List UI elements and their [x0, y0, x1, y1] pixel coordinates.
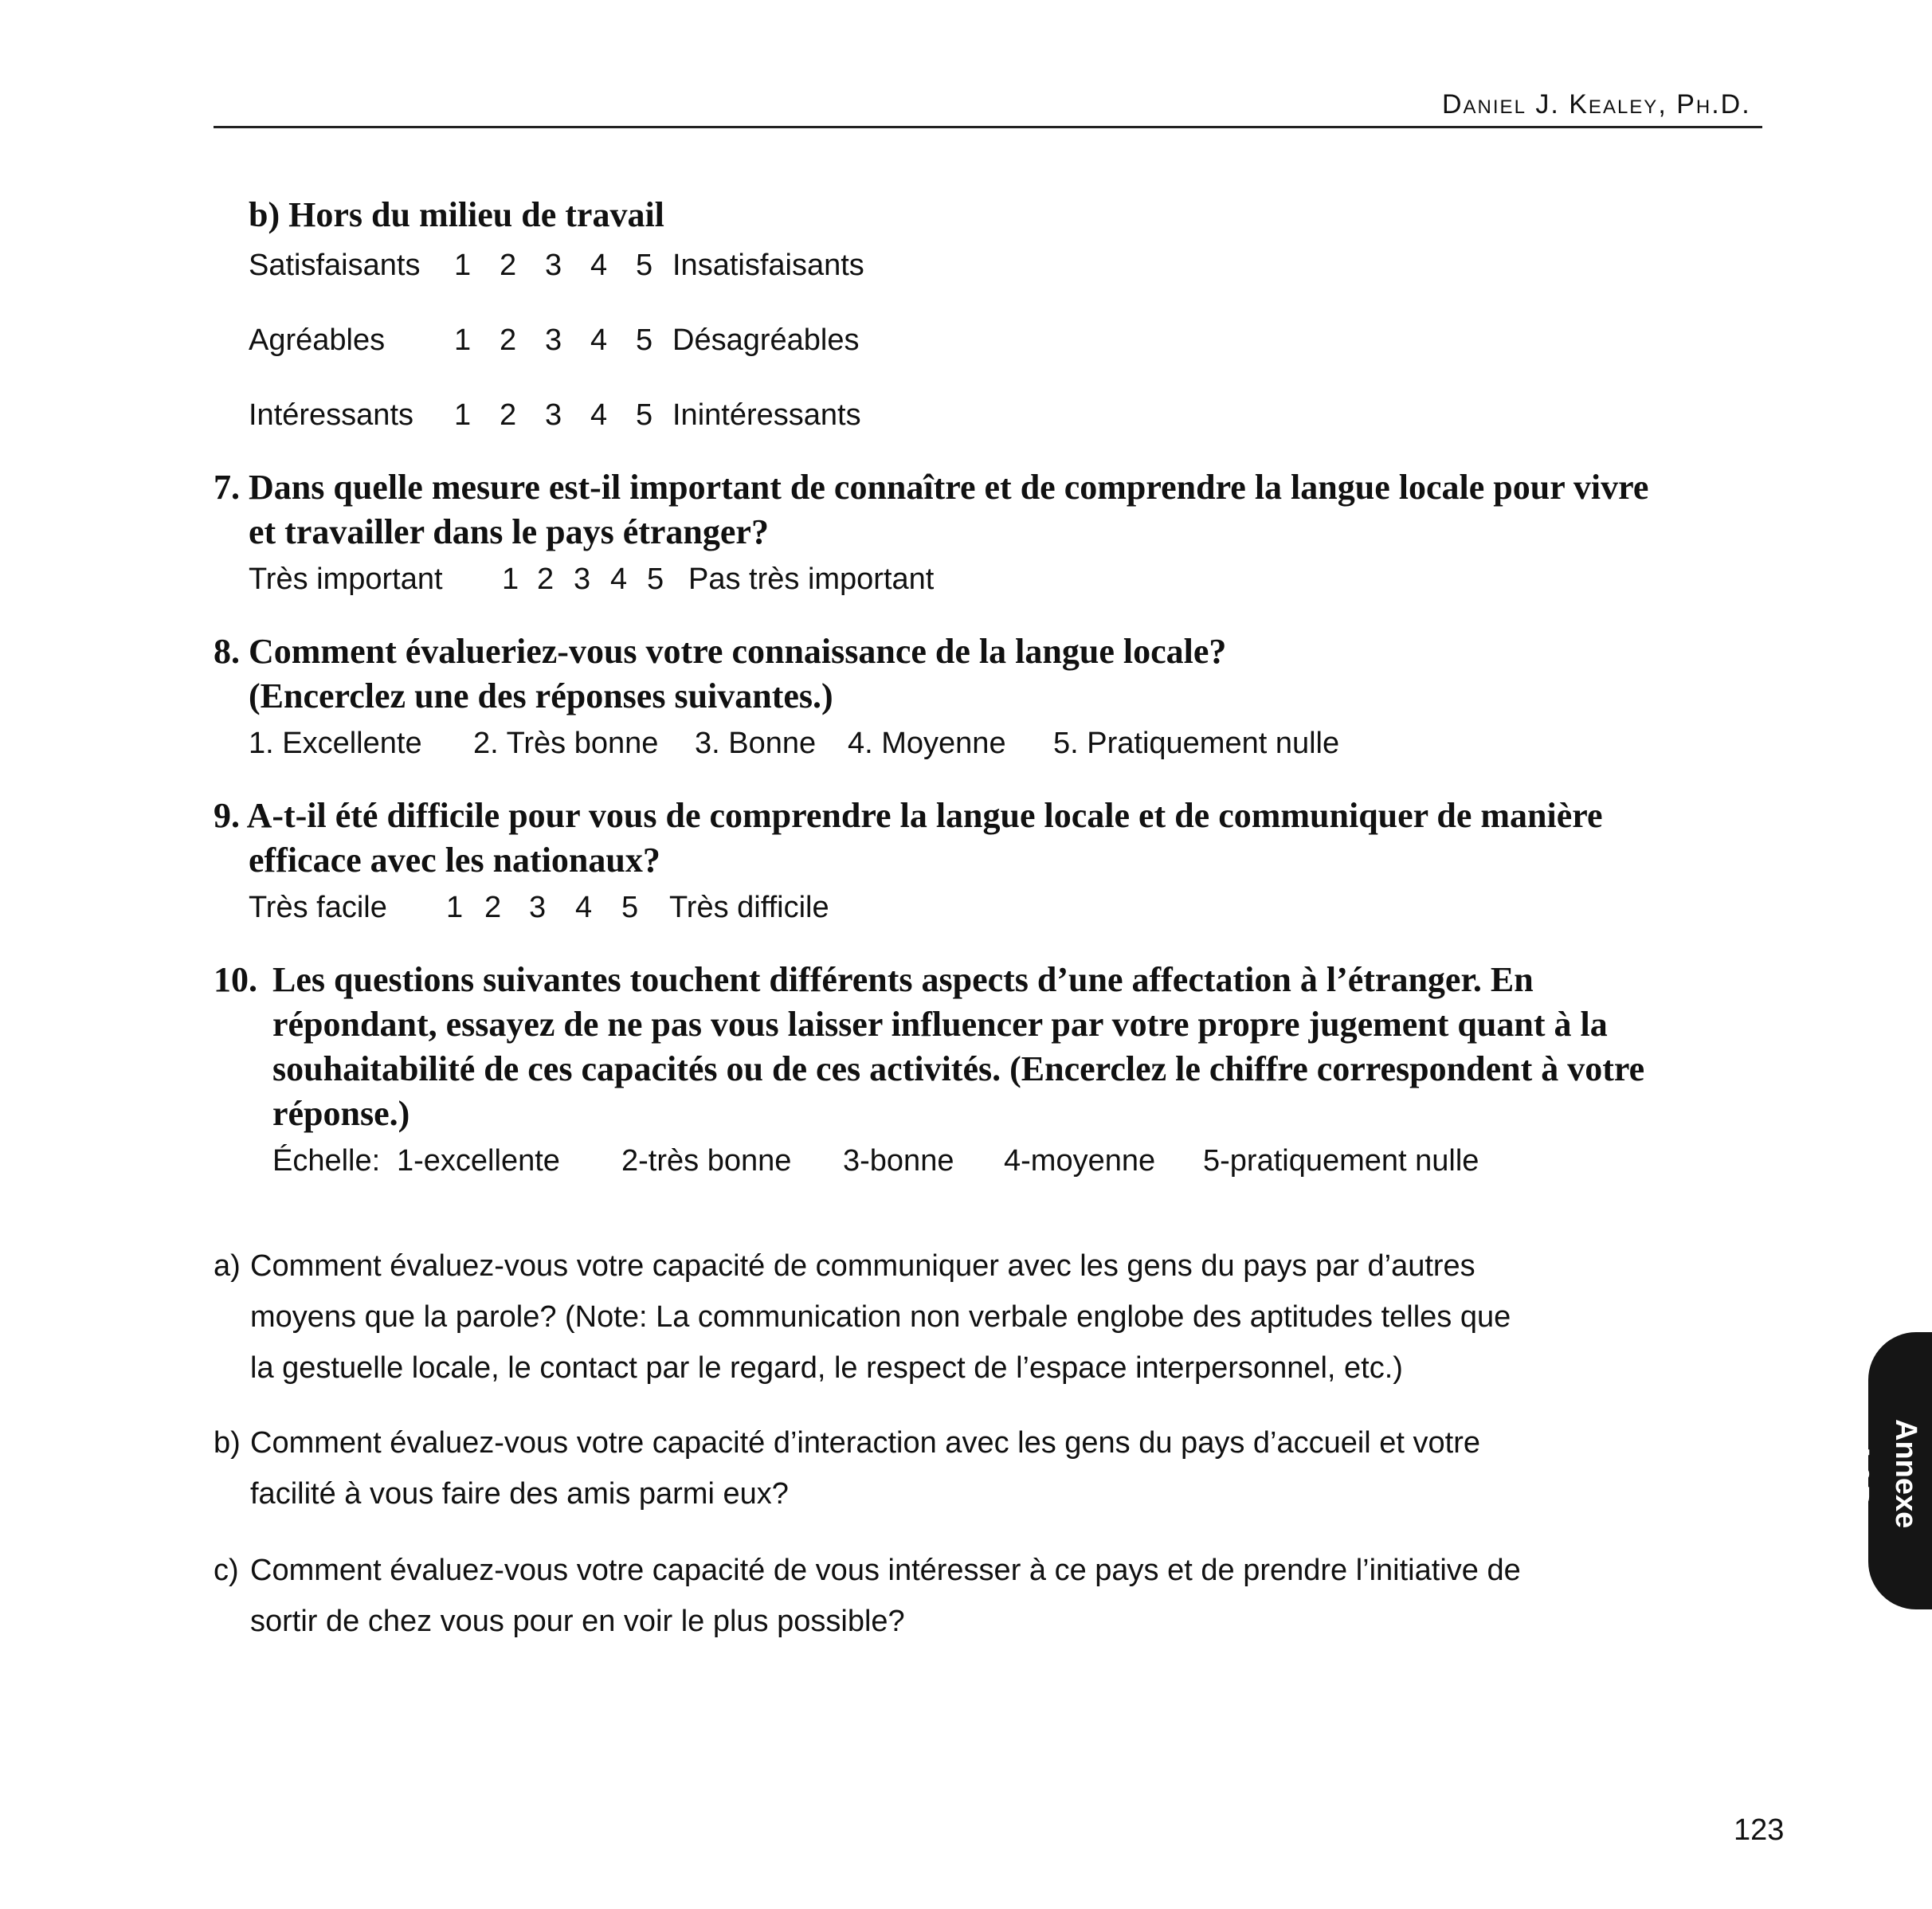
scale-right-label: Inintéressants [672, 398, 861, 432]
scale-item: 4-moyenne [1004, 1144, 1156, 1178]
q9-line-1: 9. A-t-il été difficile pour vous de comprendre la langue locale et de communiquer de manière [214, 796, 1603, 835]
scale-number: 2 [537, 563, 555, 596]
q8-line-2: (Encerclez une des réponses suivantes.) [249, 676, 833, 715]
subitem-b-label: b) [214, 1426, 241, 1460]
scale-label: Échelle: [272, 1144, 381, 1178]
q9-line-2: efficace avec les nationaux? [249, 841, 660, 880]
subitem-b-line-1: Comment évaluez-vous votre capacité d’interaction avec les gens du pays d’accueil et votre [250, 1426, 1481, 1460]
option-item: 3. Bonne [695, 727, 817, 760]
running-header-author: Daniel J. Kealey, Ph.D. [1442, 89, 1751, 120]
q10-line-1: Les questions suivantes touchent différents aspects d’une affectation à l’étranger. En [272, 960, 1534, 999]
scale-number: 5 [636, 249, 653, 282]
subitem-a-label: a) [214, 1249, 241, 1283]
subitem-a-line-3: la gestuelle locale, le contact par le regard, le respect de l’espace interpersonnel, etc.) [250, 1351, 1403, 1385]
scale-number: 4 [590, 398, 608, 432]
scale-number: 4 [590, 323, 608, 357]
q10-line-2: répondant, essayez de ne pas vous laisser influencer par votre propre jugement quant à la [272, 1005, 1608, 1044]
scale-number: 5 [621, 891, 639, 924]
q10-number: 10. [214, 960, 257, 999]
scale-left-label: Satisfaisants [249, 249, 421, 282]
scale-left-label: Agréables [249, 323, 386, 357]
header-rule [214, 126, 1762, 128]
scale-left-label: Très facile [249, 891, 387, 924]
scale-number: 2 [484, 891, 502, 924]
scale-right-label: Pas très important [688, 563, 935, 596]
scale-left-label: Intéressants [249, 398, 413, 432]
scale-row-agreables [249, 323, 966, 360]
scale-number: 5 [647, 563, 664, 596]
subitem-b-line-2: facilité à vous faire des amis parmi eux? [250, 1477, 789, 1511]
scale-number: 1 [454, 323, 472, 357]
subitem-c-line-2: sortir de chez vous pour en voir le plus possible? [250, 1605, 905, 1638]
annex-side-tab-label: Annexe A&B [1841, 1419, 1922, 1529]
scale-number: 3 [574, 563, 591, 596]
q10-scale [272, 1144, 1627, 1181]
q9-scale [249, 891, 1045, 927]
q10-line-3: souhaitabilité de ces capacités ou de ces activités. (Encerclez le chiffre correspondent à votre [272, 1049, 1645, 1088]
scale-number: 2 [500, 323, 517, 357]
subitem-a-line-2: moyens que la parole? (Note: La communication non verbale englobe des aptitudes telles que [250, 1300, 1511, 1334]
scale-number: 4 [610, 563, 628, 596]
scale-number: 1 [454, 249, 472, 282]
scale-number: 1 [454, 398, 472, 432]
q7-scale [249, 563, 1045, 599]
option-item: 5. Pratiquement nulle [1053, 727, 1340, 760]
q10-line-4: réponse.) [272, 1094, 410, 1133]
scale-right-label: Désagréables [672, 323, 860, 357]
scale-item: 5-pratiquement nulle [1203, 1144, 1479, 1178]
scale-item: 1-excellente [397, 1144, 560, 1178]
scale-number: 2 [500, 398, 517, 432]
q7-line-2: et travailler dans le pays étranger? [249, 512, 769, 551]
scale-number: 2 [500, 249, 517, 282]
scale-number: 3 [545, 398, 562, 432]
option-item: 2. Très bonne [473, 727, 659, 760]
scale-number: 4 [575, 891, 593, 924]
q8-line-1: 8. Comment évalueriez-vous votre connaissance de la langue locale? [214, 632, 1227, 671]
scale-number: 3 [545, 323, 562, 357]
scale-number: 3 [529, 891, 547, 924]
scale-number: 1 [502, 563, 519, 596]
subitem-c-label: c) [214, 1554, 239, 1587]
page-number: 123 [1734, 1813, 1785, 1847]
scale-number: 5 [636, 323, 653, 357]
q8-options [249, 727, 1444, 763]
subitem-c-line-1: Comment évaluez-vous votre capacité de vous intéresser à ce pays et de prendre l’initiative de [250, 1554, 1521, 1587]
scale-item: 3-bonne [843, 1144, 954, 1178]
scale-left-label: Très important [249, 563, 443, 596]
scale-row-satisfaisants [249, 249, 966, 285]
subitem-a-line-1: Comment évaluez-vous votre capacité de communiquer avec les gens du pays par d’autres [250, 1249, 1475, 1283]
scale-number: 1 [446, 891, 464, 924]
option-item: 4. Moyenne [848, 727, 1006, 760]
scale-number: 3 [545, 249, 562, 282]
q7-line-1: 7. Dans quelle mesure est-il important de connaître et de comprendre la langue locale pour vivre [214, 468, 1649, 507]
scale-row-interessants [249, 398, 966, 435]
scale-number: 4 [590, 249, 608, 282]
scale-item: 2-très bonne [621, 1144, 792, 1178]
option-item: 1. Excellente [249, 727, 422, 760]
scale-right-label: Très difficile [669, 891, 829, 924]
section-b-title: b) Hors du milieu de travail [249, 195, 664, 234]
scale-number: 5 [636, 398, 653, 432]
scale-right-label: Insatisfaisants [672, 249, 864, 282]
